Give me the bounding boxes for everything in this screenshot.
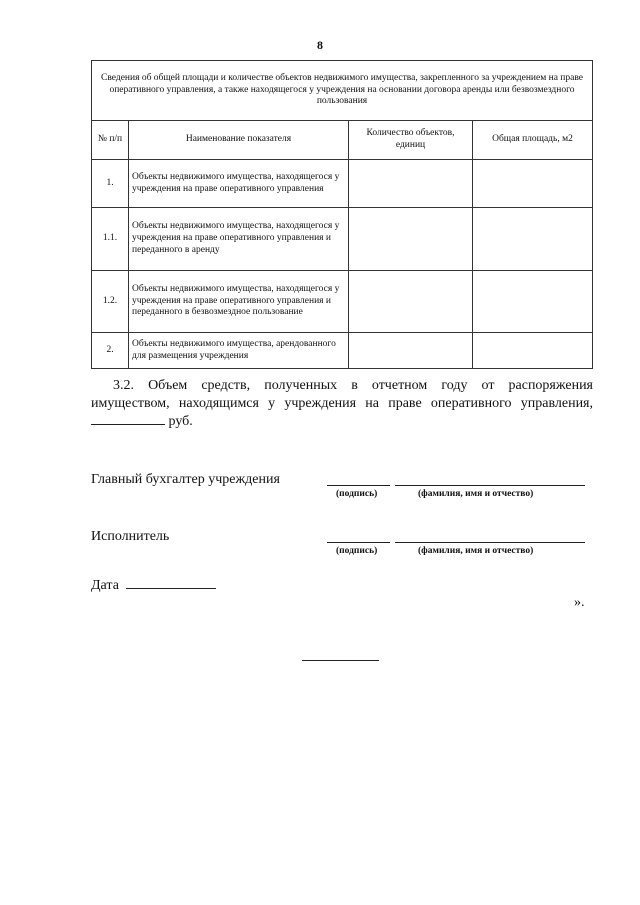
table-row (92, 271, 593, 333)
chief-name-hint: (фамилия, имя и отчество) (418, 489, 534, 499)
row-num: 1.2. (92, 271, 129, 333)
row-num: 1. (92, 160, 129, 208)
executor-name-line[interactable] (395, 542, 585, 543)
executor-label: Исполнитель (91, 529, 170, 544)
paragraph-line-2: имуществом, находящимся у учреждения на праве оперативного управления, (91, 396, 593, 411)
row-num: 1.1. (92, 208, 129, 271)
row-num: 2. (92, 333, 129, 369)
amount-unit: руб. (168, 414, 193, 429)
row-count[interactable] (349, 333, 473, 369)
row-name: Объекты недвижимого имущества, находящегося у учреждения на праве оперативного управления (129, 160, 349, 208)
chief-accountant-label: Главный бухгалтер учреждения (91, 472, 280, 487)
row-area[interactable] (473, 208, 593, 271)
table-row (92, 208, 593, 271)
chief-signature-line[interactable] (327, 485, 390, 486)
paragraph-line-3 (91, 413, 593, 431)
row-count[interactable] (349, 271, 473, 333)
executor-name-hint: (фамилия, имя и отчество) (418, 546, 534, 556)
date-blank[interactable] (126, 588, 216, 589)
amount-blank[interactable] (91, 424, 165, 425)
date-row (91, 578, 216, 594)
row-area[interactable] (473, 271, 593, 333)
header-count: Количество объектов, единиц (349, 121, 473, 160)
table-caption: Сведения об общей площади и количестве объектов недвижимого имущества, закрепленного за учреждением на праве оперативного управления, а также находящегося у учреждения на основании договора аренды или безвозмездного пользования (92, 61, 593, 121)
row-count[interactable] (349, 208, 473, 271)
row-name: Объекты недвижимого имущества, находящегося у учреждения на праве оперативного управления и переданного в безвозмездное пользование (129, 271, 349, 333)
page-number: 8 (317, 38, 323, 52)
table-row (92, 333, 593, 369)
paragraph-line-1: 3.2. Объем средств, полученных в отчетном году от распоряжения (113, 378, 593, 393)
chief-signature-hint: (подпись) (336, 489, 378, 499)
header-name: Наименование показателя (129, 121, 349, 160)
end-separator (302, 660, 379, 661)
header-area: Общая площадь, м2 (473, 121, 593, 160)
closing-quote: ». (574, 595, 585, 610)
row-name: Объекты недвижимого имущества, арендованного для размещения учреждения (129, 333, 349, 369)
chief-name-line[interactable] (395, 485, 585, 486)
property-table (91, 60, 593, 369)
table-row (92, 160, 593, 208)
executor-signature-line[interactable] (327, 542, 390, 543)
row-area[interactable] (473, 160, 593, 208)
executor-signature-hint: (подпись) (336, 546, 378, 556)
header-num: № п/п (92, 121, 129, 160)
date-label: Дата (91, 578, 119, 593)
row-area[interactable] (473, 333, 593, 369)
row-count[interactable] (349, 160, 473, 208)
row-name: Объекты недвижимого имущества, находящегося у учреждения на праве оперативного управления и переданного в аренду (129, 208, 349, 271)
